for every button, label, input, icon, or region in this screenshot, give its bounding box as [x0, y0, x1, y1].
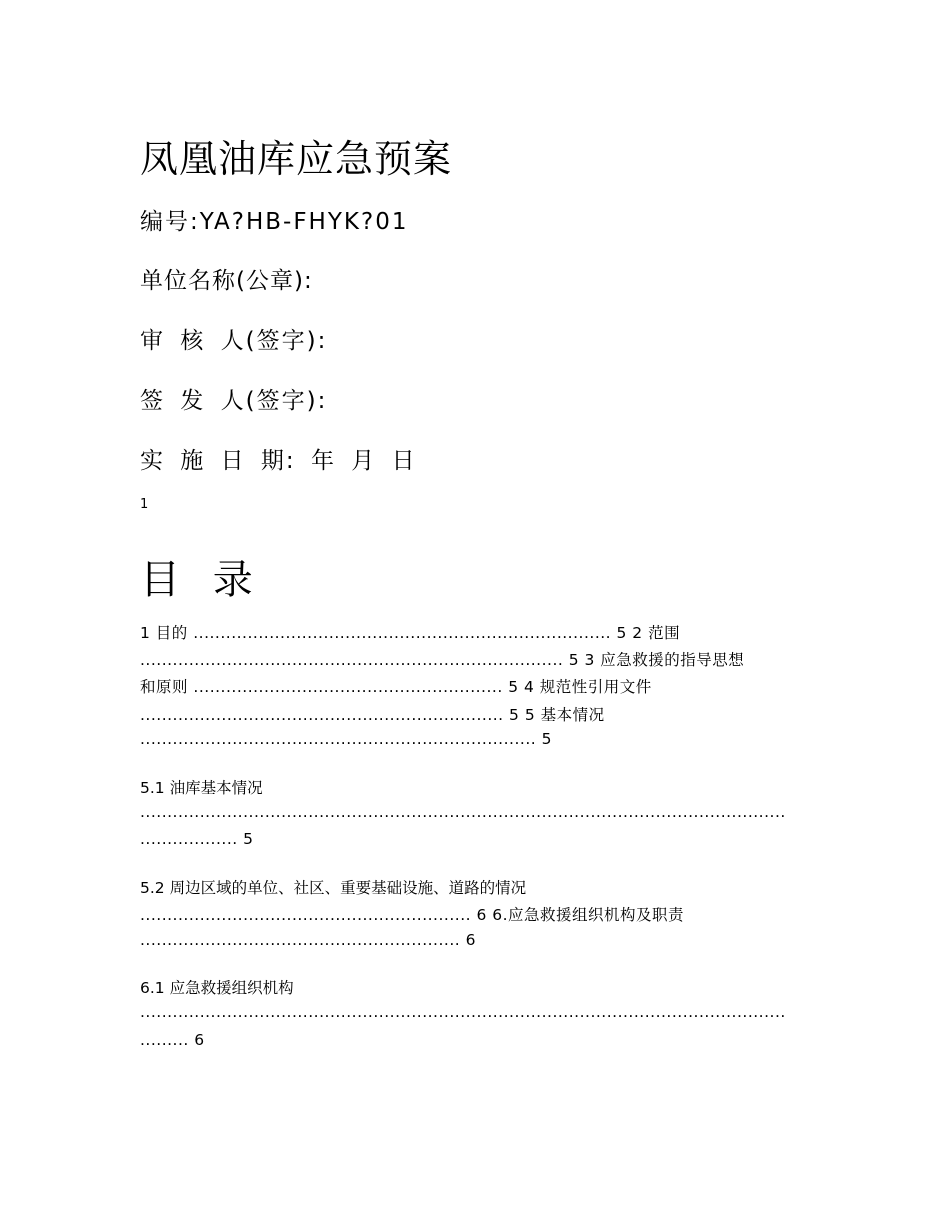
toc-line: 和原则 ......................................................... 5 4 规范性引用文件	[140, 678, 652, 696]
toc-line: ......................................................................... 5	[140, 730, 552, 748]
issuer-signature-field: 签 发 人(签字):	[140, 388, 328, 414]
toc-line: .......................................................................................................................	[140, 803, 786, 821]
organization-name-field: 单位名称(公章):	[140, 268, 313, 294]
toc-line: .............................................................................. 5 3 应急救援的指导思想	[140, 651, 745, 669]
toc-line: 6.1 应急救援组织机构	[140, 979, 294, 997]
document-title: 凤凰油库应急预案	[140, 137, 453, 181]
toc-line: 5.2 周边区域的单位、社区、重要基础设施、道路的情况	[140, 879, 527, 897]
toc-line: ............................................................. 6 6.应急救援组织机构及职责	[140, 906, 685, 924]
toc-line: ........................................................... 6	[140, 931, 476, 949]
toc-line: 5.1 油库基本情况	[140, 779, 263, 797]
toc-line: ................................................................... 5 5 基本情况	[140, 706, 605, 724]
toc-line: .................. 5	[140, 830, 254, 848]
reviewer-signature-field: 审 核 人(签字):	[140, 328, 328, 354]
document-number: 编号:YA?HB-FHYK?01	[140, 209, 409, 235]
toc-line: 1 目的 ............................................................................. 5 2 范围	[140, 624, 681, 642]
toc-line: .......................................................................................................................	[140, 1003, 786, 1021]
page-number: 1	[140, 497, 149, 512]
implementation-date-field: 实 施 日 期: 年 月 日	[140, 448, 417, 474]
toc-title: 目 录	[140, 557, 259, 603]
toc-line: ......... 6	[140, 1031, 205, 1049]
